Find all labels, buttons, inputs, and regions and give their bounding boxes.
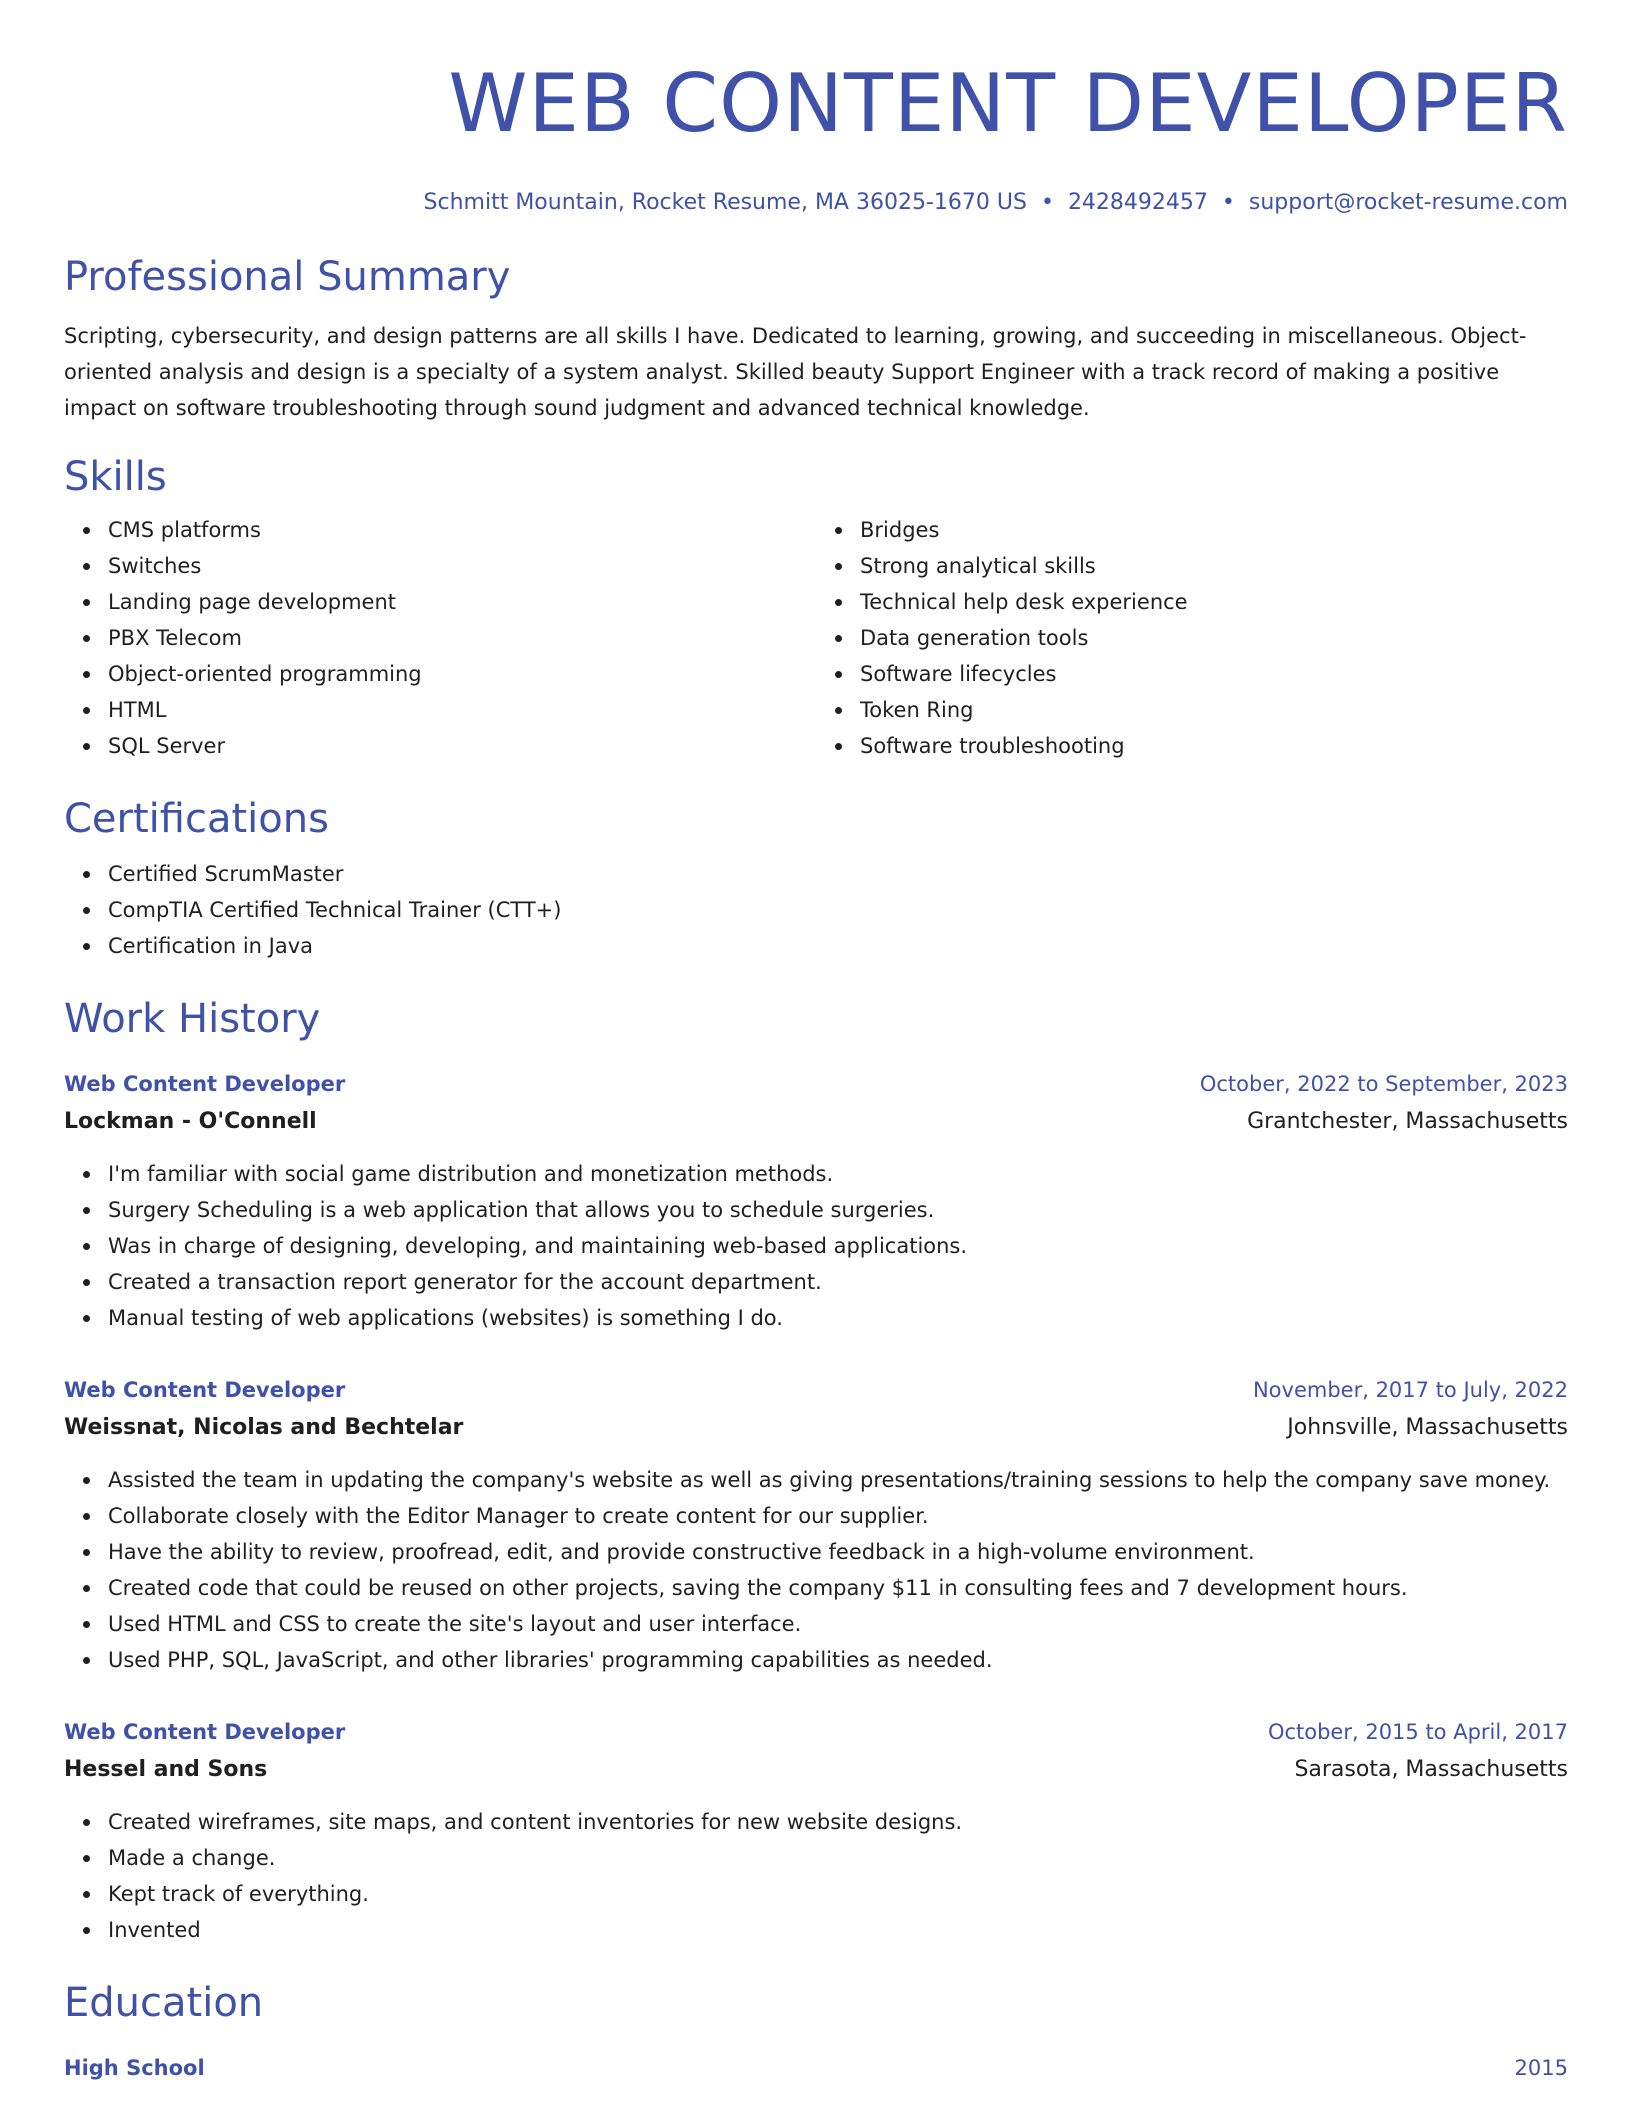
skills-heading: Skills — [64, 454, 167, 500]
job-bullet: Used PHP, SQL, JavaScript, and other libraries' programming capabilities as needed. — [108, 1642, 1568, 1678]
skill-item: SQL Server — [108, 728, 816, 764]
certification-item: Certification in Java — [108, 928, 1568, 964]
job-title: Web Content Developer — [64, 1378, 346, 1402]
job-bullet: Manual testing of web applications (websites) is something I do. — [108, 1300, 1568, 1336]
job-bullet: Surgery Scheduling is a web application that allows you to schedule surgeries. — [108, 1192, 1568, 1228]
education-degree: High School — [64, 2056, 205, 2080]
job-bullet: Created wireframes, site maps, and content inventories for new website designs. — [108, 1804, 1568, 1840]
certifications-heading: Certifications — [64, 796, 329, 842]
summary-heading: Professional Summary — [64, 254, 511, 300]
job-bullet: Used HTML and CSS to create the site's layout and user interface. — [108, 1606, 1568, 1642]
skills-list-left — [64, 512, 816, 764]
work-history-section — [64, 994, 1568, 1948]
work-history-heading: Work History — [64, 996, 321, 1042]
job-dates: November, 2017 to July, 2022 — [1252, 1378, 1568, 1402]
job-entry — [64, 1066, 1568, 1336]
job-dates: October, 2015 to April, 2017 — [1267, 1720, 1568, 1744]
job-bullet: I'm familiar with social game distribution and monetization methods. — [108, 1156, 1568, 1192]
job-company-row — [64, 1408, 1568, 1448]
job-bullet: Have the ability to review, proofread, edit, and provide constructive feedback in a high-volume environment. — [108, 1534, 1568, 1570]
job-bullet: Kept track of everything. — [108, 1876, 1568, 1912]
skill-item: Bridges — [860, 512, 1568, 548]
skill-item: Software troubleshooting — [860, 728, 1568, 764]
skill-item: Technical help desk experience — [860, 584, 1568, 620]
job-bullet: Created a transaction report generator for the account department. — [108, 1264, 1568, 1300]
job-company-row — [64, 1102, 1568, 1142]
job-title-row — [64, 1714, 1568, 1750]
skills-columns — [64, 512, 1568, 764]
skill-item: Strong analytical skills — [860, 548, 1568, 584]
certifications-list — [64, 856, 1568, 964]
job-bullet: Collaborate closely with the Editor Manager to create content for our supplier. — [108, 1498, 1568, 1534]
education-year: 2015 — [1514, 2056, 1568, 2080]
skill-item: HTML — [108, 692, 816, 728]
skills-right-column — [816, 512, 1568, 764]
skill-item: Token Ring — [860, 692, 1568, 728]
job-company: Lockman - O'Connell — [64, 1109, 317, 1134]
summary-text: Scripting, cybersecurity, and design patterns are all skills I have. Dedicated to learning, growing, and succeeding in miscellaneous. Object-oriented analysis and design is a specialty of a system analyst. Skilled beauty Support Engineer with a track record of making a positive impact on software troubleshooting through sound judgment and advanced technical knowledge. — [64, 324, 1527, 420]
job-bullet: Invented — [108, 1912, 1568, 1948]
job-company: Weissnat, Nicolas and Bechtelar — [64, 1415, 464, 1440]
job-bullet: Assisted the team in updating the company's website as well as giving presentations/training sessions to help the company save money. — [108, 1462, 1568, 1498]
job-entry — [64, 1714, 1568, 1948]
skill-item: Software lifecycles — [860, 656, 1568, 692]
job-location: Johnsville, Massachusetts — [1287, 1415, 1568, 1440]
job-title: Web Content Developer — [64, 1072, 346, 1096]
job-bullets — [64, 1462, 1568, 1678]
certification-item: Certified ScrumMaster — [108, 856, 1568, 892]
contact-line — [64, 188, 1568, 218]
skill-item: Landing page development — [108, 584, 816, 620]
skill-item: Switches — [108, 548, 816, 584]
job-location: Grantchester, Massachusetts — [1247, 1109, 1568, 1134]
certification-item: CompTIA Certified Technical Trainer (CTT+) — [108, 892, 1568, 928]
skill-item: PBX Telecom — [108, 620, 816, 656]
job-title-row — [64, 1066, 1568, 1102]
certifications-section — [64, 794, 1568, 964]
contact-separator: • — [1040, 190, 1054, 215]
contact-separator: • — [1221, 190, 1235, 215]
skills-section — [64, 452, 1568, 764]
skills-list-right — [816, 512, 1568, 764]
page-title: WEB CONTENT DEVELOPER — [448, 57, 1568, 150]
skill-item: Object-oriented programming — [108, 656, 816, 692]
resume-header — [64, 0, 1568, 218]
job-bullet: Made a change. — [108, 1840, 1568, 1876]
job-entry — [64, 1372, 1568, 1678]
job-bullets — [64, 1804, 1568, 1948]
job-location: Sarasota, Massachusetts — [1294, 1757, 1568, 1782]
skills-left-column — [64, 512, 816, 764]
job-title-row — [64, 1372, 1568, 1408]
job-company: Hessel and Sons — [64, 1757, 268, 1782]
job-dates: October, 2022 to September, 2023 — [1199, 1072, 1568, 1096]
summary-section — [64, 252, 1568, 426]
job-company-row — [64, 1750, 1568, 1790]
job-bullet: Was in charge of designing, developing, and maintaining web-based applications. — [108, 1228, 1568, 1264]
education-heading: Education — [64, 1980, 264, 2026]
contact-phone: 2428492457 — [1067, 190, 1208, 215]
job-title: Web Content Developer — [64, 1720, 346, 1744]
education-section — [64, 1978, 1568, 2086]
contact-email[interactable]: support@rocket-resume.com — [1248, 190, 1568, 215]
education-entry — [64, 2050, 1568, 2086]
skill-item: Data generation tools — [860, 620, 1568, 656]
job-bullets — [64, 1156, 1568, 1336]
skill-item: CMS platforms — [108, 512, 816, 548]
job-bullet: Created code that could be reused on other projects, saving the company $11 in consulting fees and 7 development hours. — [108, 1570, 1568, 1606]
contact-address: Schmitt Mountain, Rocket Resume, MA 36025-1670 US — [423, 190, 1027, 215]
